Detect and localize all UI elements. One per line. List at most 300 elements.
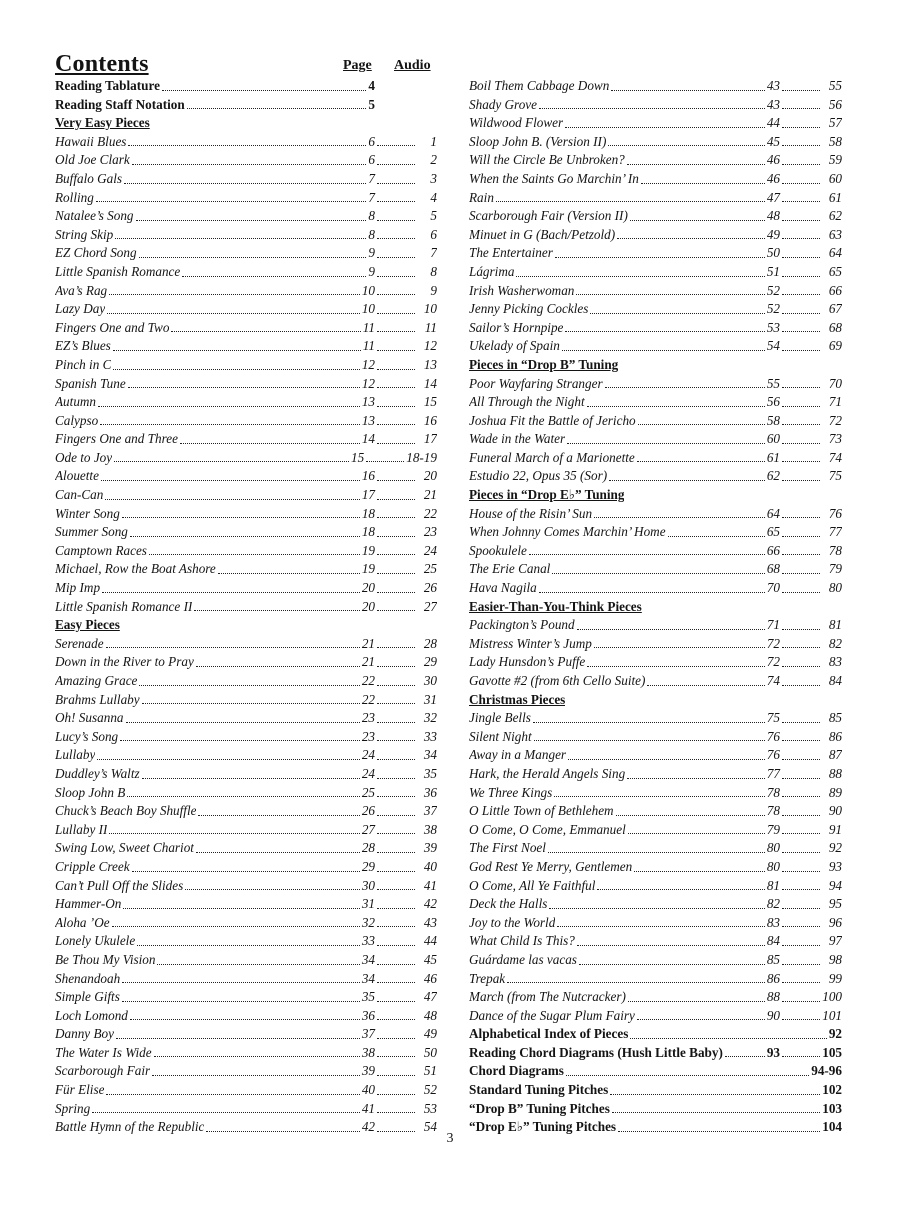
entry-page-number: 77 [766,765,780,781]
entry-title: Can’t Pull Off the Slides [55,877,184,893]
entry-page-number: 23 [361,728,375,744]
toc-entry[interactable] [55,356,437,375]
toc-entry[interactable] [469,449,842,468]
toc-entry[interactable] [55,858,437,877]
dot-leader [377,982,415,983]
entry-title: Lonely Ukulele [55,933,136,949]
entry-audio-track: 81 [828,617,842,633]
dot-leader [162,90,366,91]
dot-leader [782,1001,820,1002]
entry-audio-track: 50 [423,1044,437,1060]
toc-entry[interactable] [469,970,842,989]
entry-page-number: 50 [766,245,780,261]
toc-entry[interactable] [469,542,842,561]
toc-entry[interactable] [469,393,842,412]
toc-entry[interactable] [469,151,842,170]
dot-leader [637,1019,765,1020]
section-heading[interactable] [55,114,437,133]
entry-audio-track: 6 [430,226,437,242]
entry-audio-track: 91 [828,821,842,837]
entry-title: Duddley’s Waltz [55,765,140,781]
toc-entry[interactable] [55,449,437,468]
toc-entry[interactable] [55,542,437,561]
toc-entry[interactable] [55,207,437,226]
entry-title: Can-Can [55,487,104,503]
dot-leader [377,666,415,667]
dot-leader [377,164,415,165]
section-heading[interactable] [469,486,842,505]
dot-leader [594,517,765,518]
entry-page-number: 20 [361,580,375,596]
entry-title: The First Noel [469,840,546,856]
entry-title: Lucy’s Song [55,728,119,744]
toc-entry[interactable] [469,802,842,821]
entry-page-number: 55 [766,375,780,391]
entry-audio-track: 100 [822,989,842,1005]
entry-audio-track: 24 [423,542,437,558]
entry-title: Sloop John B [55,784,126,800]
dot-leader [612,1112,820,1113]
entry-title: Fingers One and Three [55,431,178,447]
toc-entry[interactable] [55,728,437,747]
toc-entry[interactable] [55,635,437,654]
entry-title: Trepak [469,970,506,986]
dot-leader [218,573,360,574]
toc-entry[interactable] [469,932,842,951]
toc-entry[interactable] [55,412,437,431]
entry-page-number: 86 [766,970,780,986]
toc-entry[interactable] [469,746,842,765]
dot-leader [123,908,359,909]
entry-audio-track: 30 [423,673,437,688]
entry-page-number: 40 [361,1082,375,1098]
toc-entry-bold[interactable] [469,1062,842,1081]
toc-entry[interactable] [469,951,842,970]
entry-page-number: 71 [766,617,780,633]
entry-title: Scarborough Fair (Version II) [469,208,628,224]
toc-entry[interactable] [469,784,842,803]
dot-leader [539,108,765,109]
toc-entry[interactable] [469,579,842,598]
entry-audio-track: 15 [423,394,437,410]
dot-leader [630,220,765,221]
entry-page-number: 18 [361,505,375,521]
entry-page-number: 42 [361,1119,375,1135]
entry-title: Ode to Joy [55,449,113,465]
toc-entry[interactable] [55,263,437,282]
toc-entry[interactable] [55,430,437,449]
toc-entry[interactable] [55,579,437,598]
entry-page-number: 46 [766,170,780,186]
toc-entry[interactable] [55,319,437,338]
entry-title: Amazing Grace [55,673,138,688]
dot-leader [782,945,820,946]
toc-entry[interactable] [469,988,842,1007]
dot-leader [116,1038,360,1039]
toc-entry[interactable] [469,467,842,486]
entry-audio-track: 93 [828,858,842,874]
toc-entry[interactable] [55,839,437,858]
toc-entry[interactable] [469,877,842,896]
toc-entry[interactable] [469,523,842,542]
toc-entry[interactable] [55,505,437,524]
entry-title: Lágrima [469,263,515,279]
toc-entry[interactable] [469,560,842,579]
entry-title: Rain [469,189,494,205]
dot-leader [97,759,360,760]
toc-entry[interactable] [55,244,437,263]
dot-leader [180,443,360,444]
entry-title: Funeral March of a Marionette [469,449,635,465]
section-heading[interactable] [469,356,842,375]
dot-leader [377,926,415,927]
toc-entry[interactable] [469,189,842,208]
dot-leader [128,145,366,146]
entry-title: Chuck’s Beach Boy Shuffle [55,803,197,819]
entry-page-number: 39 [361,1063,375,1079]
entry-audio-track: 2 [430,152,437,168]
toc-entry[interactable] [55,1044,437,1063]
toc-entry[interactable] [55,282,437,301]
toc-entry[interactable] [55,802,437,821]
entry-title: Packington’s Pound [469,617,575,633]
entry-title: Rolling [55,189,94,205]
toc-entry[interactable] [469,114,842,133]
toc-entry[interactable] [55,1025,437,1044]
entry-audio-track: 72 [828,412,842,428]
entry-audio-track: 90 [828,803,842,819]
entry-page-number: 80 [766,858,780,874]
entry-audio-track: 33 [423,728,437,744]
toc-entry[interactable] [55,467,437,486]
toc-entry[interactable] [55,746,437,765]
dot-leader [533,722,765,723]
entry-title: Für Elise [55,1082,105,1098]
toc-entry[interactable] [469,412,842,431]
entry-audio-track: 103 [822,1100,842,1116]
entry-audio-track: 97 [828,933,842,949]
entry-audio-track: 71 [828,394,842,410]
entry-page-number: 38 [361,1044,375,1060]
toc-entry[interactable] [469,839,842,858]
toc-entry[interactable] [55,133,437,152]
section-heading-label: Easier-Than-You-Think Pieces [469,598,642,614]
right-column-spacer [469,51,842,77]
toc-entry[interactable] [55,988,437,1007]
entry-audio-track: 22 [423,505,437,521]
toc-entry[interactable] [469,133,842,152]
entry-audio-track: 28 [423,635,437,651]
toc-entry[interactable] [469,207,842,226]
entry-audio-track: 63 [828,226,842,242]
dot-leader [597,889,764,890]
toc-entry[interactable] [469,282,842,301]
dot-leader [782,257,820,258]
entry-audio-track: 54 [423,1119,437,1135]
dot-leader [377,1112,415,1113]
entry-page-number: 62 [766,468,780,484]
entry-title: Chord Diagrams [469,1063,564,1079]
entry-title: Wildwood Flower [469,115,564,131]
toc-entry[interactable] [469,337,842,356]
toc-entry[interactable] [55,765,437,784]
dot-leader [157,964,359,965]
dot-leader [782,629,820,630]
entry-title: Lazy Day [55,301,106,317]
entry-audio-track: 5 [430,208,437,224]
dot-leader [377,369,415,370]
dot-leader [130,536,360,537]
toc-entry[interactable] [469,616,842,635]
dot-leader [529,554,765,555]
entry-page-number: 26 [361,803,375,819]
toc-entry-bold[interactable] [55,77,437,96]
dot-leader [127,796,359,797]
entry-audio-track: 89 [828,784,842,800]
dot-leader [182,276,366,277]
toc-entry[interactable] [55,653,437,672]
toc-entry[interactable] [55,914,437,933]
dot-leader [647,685,764,686]
entry-page-number: 75 [766,710,780,726]
dot-leader [782,108,820,109]
toc-entry[interactable] [469,300,842,319]
toc-entry[interactable] [469,895,842,914]
toc-entry[interactable] [55,951,437,970]
entry-title: March (from The Nutcracker) [469,989,626,1005]
toc-entry[interactable] [469,635,842,654]
entry-page-number: 13 [361,412,375,428]
dot-leader [377,573,415,574]
dot-leader [377,1019,415,1020]
dot-leader [628,833,765,834]
dot-leader [725,1056,765,1057]
toc-entry[interactable] [469,77,842,96]
entry-title: Sloop John B. (Version II) [469,133,607,149]
toc-entry-bold[interactable] [55,96,437,115]
dot-leader [782,796,820,797]
entry-title: Serenade [55,635,104,651]
entry-title: “Drop E♭” Tuning Pitches [469,1119,617,1135]
entry-title: Jenny Picking Cockles [469,301,589,317]
dot-leader [377,833,415,834]
entry-title: Joshua Fit the Battle of Jericho [469,412,636,428]
toc-entry[interactable] [55,1081,437,1100]
toc-entry[interactable] [55,300,437,319]
entry-audio-track: 21 [423,487,437,503]
dot-leader [565,331,764,332]
dot-leader [641,183,765,184]
toc-entry[interactable] [469,263,842,282]
dot-leader [377,201,415,202]
entry-page-number: 31 [361,896,375,912]
dot-leader [539,592,765,593]
toc-entry[interactable] [55,560,437,579]
toc-entry[interactable] [55,375,437,394]
toc-entry[interactable] [55,151,437,170]
entry-title: Reading Staff Notation [55,96,185,112]
dot-leader [516,276,764,277]
entry-audio-track: 79 [828,561,842,577]
toc-entry[interactable] [469,1007,842,1026]
dot-leader [109,294,360,295]
dot-leader [377,424,415,425]
toc-entry[interactable] [55,821,437,840]
toc-list-right [469,77,842,1137]
toc-entry[interactable] [55,970,437,989]
section-heading[interactable] [469,598,842,617]
entry-page-number: 66 [766,542,780,558]
entry-title: Winter Song [55,505,120,521]
entry-audio-track: 7 [430,245,437,261]
toc-entry[interactable] [469,728,842,747]
entry-audio-track: 105 [822,1044,842,1060]
dot-leader [96,201,367,202]
entry-audio-track: 80 [828,580,842,596]
toc-entry[interactable] [55,1100,437,1119]
entry-page-number: 10 [361,301,375,317]
entry-page-number: 94-96 [811,1063,842,1079]
entry-title: Simple Gifts [55,989,120,1005]
entry-title: Spring [55,1100,91,1116]
dot-leader [782,480,820,481]
entry-page-number: 54 [766,338,780,354]
toc-entry[interactable] [469,765,842,784]
toc-entry-bold[interactable] [469,1081,842,1100]
toc-entry[interactable] [55,1007,437,1026]
dot-leader [149,554,360,555]
entry-audio-track: 70 [828,375,842,391]
entry-audio-track: 83 [828,654,842,670]
entry-page-number: 15 [351,449,365,465]
toc-entry[interactable] [55,393,437,412]
dot-leader [627,778,765,779]
entry-audio-track: 57 [828,115,842,131]
entry-title: House of the Risin’ Sun [469,505,593,521]
toc-entry[interactable] [55,877,437,896]
entry-page-number: 74 [766,673,780,688]
toc-entry[interactable] [55,337,437,356]
toc-entry[interactable] [55,709,437,728]
dot-leader [782,90,820,91]
toc-entry-bold[interactable] [469,1025,842,1044]
dot-leader [377,852,415,853]
toc-entry[interactable] [55,523,437,542]
toc-entry[interactable] [55,895,437,914]
dot-leader [377,220,415,221]
toc-entry[interactable] [55,170,437,189]
entry-audio-track: 36 [423,784,437,800]
toc-entry[interactable] [55,784,437,803]
entry-audio-track: 101 [822,1007,842,1023]
toc-entry[interactable] [55,189,437,208]
entry-page-number: 68 [766,561,780,577]
dot-leader [782,685,820,686]
entry-title: Silent Night [469,728,532,744]
entry-audio-track: 75 [828,468,842,484]
entry-audio-track: 47 [423,989,437,1005]
dot-leader [92,1112,360,1113]
dot-leader [610,1094,820,1095]
toc-entry[interactable] [55,226,437,245]
toc-entry[interactable] [469,430,842,449]
entry-title: Alouette [55,468,99,484]
section-heading[interactable] [55,616,437,635]
toc-entry-bold[interactable] [469,1044,842,1063]
toc-entry[interactable] [55,486,437,505]
entry-page-number: 6 [368,152,375,168]
dot-leader [98,406,360,407]
toc-entry[interactable] [55,932,437,951]
toc-entry[interactable] [469,672,842,691]
entry-title: Minuet in G (Bach/Petzold) [469,226,616,242]
toc-entry[interactable] [469,653,842,672]
toc-entry[interactable] [469,858,842,877]
entry-title: Buffalo Gals [55,170,123,186]
entry-page-number: 12 [361,375,375,391]
dot-leader [128,387,360,388]
entry-title: Poor Wayfaring Stranger [469,375,603,391]
dot-leader [377,183,415,184]
toc-entry[interactable] [55,1062,437,1081]
toc-entry[interactable] [469,375,842,394]
toc-entry[interactable] [55,672,437,691]
dot-leader [132,164,367,165]
dot-leader [377,1094,415,1095]
dot-leader [109,833,359,834]
dot-leader [377,145,415,146]
entry-title: Hark, the Herald Angels Sing [469,765,626,781]
toc-entry[interactable] [469,319,842,338]
toc-entry[interactable] [469,821,842,840]
dot-leader [782,554,820,555]
dot-leader [122,982,360,983]
toc-entry[interactable] [469,505,842,524]
toc-entry[interactable] [55,598,437,617]
entry-title: Danny Boy [55,1026,114,1042]
dot-leader [782,889,820,890]
entry-page-number: 7 [368,189,375,205]
dot-leader [590,313,764,314]
entry-page-number: 37 [361,1026,375,1042]
dot-leader [377,685,415,686]
dot-leader [566,1075,809,1076]
dot-leader [377,647,415,648]
entry-page-number: 5 [368,96,375,112]
entry-title: We Three Kings [469,784,553,800]
toc-entry[interactable] [469,914,842,933]
entry-page-number: 6 [368,133,375,149]
dot-leader [616,815,765,816]
toc-entry[interactable] [469,170,842,189]
entry-page-number: 76 [766,728,780,744]
entry-audio-track: 27 [423,598,437,614]
dot-leader [142,703,360,704]
toc-entry-bold[interactable] [469,1100,842,1119]
toc-entry[interactable] [469,709,842,728]
entry-page-number: 90 [766,1007,780,1023]
toc-entry[interactable] [469,96,842,115]
dot-leader [377,889,415,890]
toc-entry[interactable] [469,244,842,263]
entry-page-number: 4 [368,78,375,93]
dot-leader [366,461,404,462]
section-heading[interactable] [469,691,842,710]
entry-page-number: 10 [361,282,375,298]
toc-entry[interactable] [469,226,842,245]
toc-entry[interactable] [55,691,437,710]
dot-leader [782,1056,820,1057]
